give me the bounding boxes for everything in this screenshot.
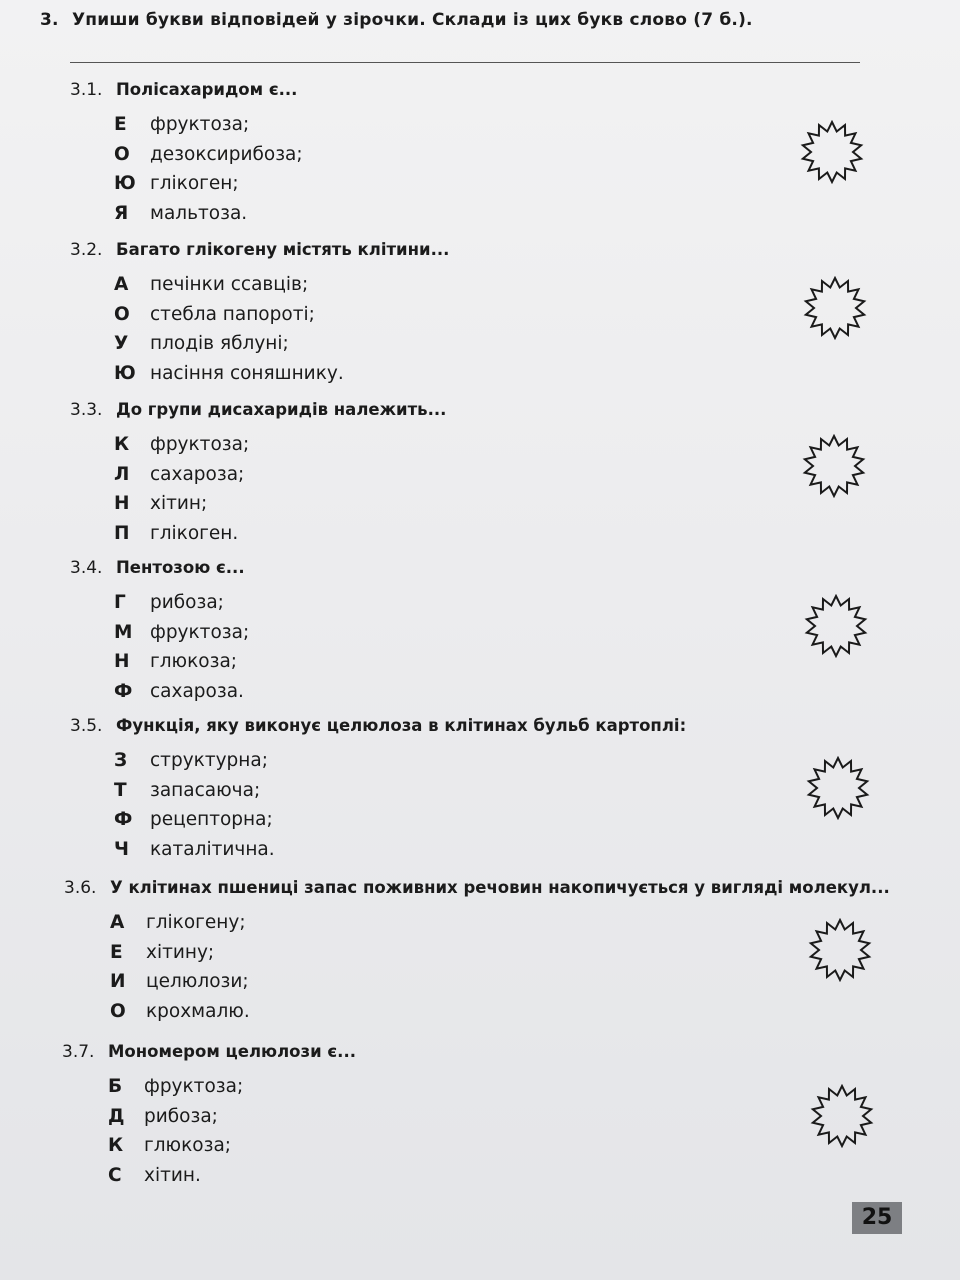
answer-star-icon[interactable]: [800, 120, 864, 184]
question-title: Багато глікогену містять клітини...: [116, 240, 450, 259]
option-letter: Н: [114, 493, 130, 514]
question-title: Мономером целюлози є...: [108, 1042, 356, 1061]
option-letter: А: [114, 274, 129, 295]
answer-option[interactable]: [114, 270, 890, 300]
answer-option[interactable]: [114, 677, 890, 707]
option-text: глікогену;: [146, 912, 246, 933]
answer-star-icon[interactable]: [808, 918, 872, 982]
option-letter: М: [114, 621, 133, 643]
question-3-1: [70, 80, 890, 228]
option-letter: А: [110, 912, 125, 933]
header-divider: [70, 62, 860, 63]
question-number: 3.5.: [70, 716, 103, 736]
answer-option[interactable]: [114, 359, 890, 389]
option-letter: Ю: [114, 173, 136, 194]
option-text: насіння соняшнику.: [150, 362, 344, 384]
option-text: печінки ссавців;: [150, 274, 309, 295]
option-letter: Я: [114, 202, 129, 224]
answer-option[interactable]: [110, 967, 884, 997]
option-letter: П: [114, 522, 130, 544]
answer-option[interactable]: [114, 588, 890, 618]
option-text: глікоген.: [150, 522, 239, 544]
answer-option[interactable]: [114, 329, 890, 359]
answer-option[interactable]: [114, 140, 890, 170]
question-number: 3.1.: [70, 80, 103, 100]
option-text: рецепторна;: [150, 809, 273, 830]
option-text: фруктоза;: [150, 434, 250, 455]
question-title: У клітинах пшениці запас поживних речовин накопичується у вигляді молекул...: [110, 878, 890, 897]
option-text: структурна;: [150, 750, 268, 771]
option-text: плодів яблуні;: [150, 333, 289, 354]
question-3-5: [70, 716, 890, 864]
option-text: глюкоза;: [150, 651, 238, 672]
answer-option[interactable]: [114, 169, 890, 199]
task-text: Упиши букви відповідей у зірочки. Склади із цих букв слово (7 б.).: [72, 10, 753, 30]
answer-option[interactable]: [114, 460, 890, 490]
question-title: Пентозою є...: [116, 558, 245, 577]
option-letter: Л: [114, 463, 130, 485]
option-letter: О: [114, 303, 130, 325]
page-number: 25: [852, 1202, 902, 1234]
option-text: хітин.: [144, 1164, 201, 1186]
option-letter: Ч: [114, 838, 129, 860]
answer-option[interactable]: [108, 1102, 882, 1132]
answer-option[interactable]: [114, 110, 890, 140]
question-number: 3.7.: [62, 1042, 95, 1062]
answer-option[interactable]: [114, 746, 890, 776]
option-letter: З: [114, 750, 128, 771]
option-text: хітину;: [146, 941, 215, 963]
question-3-4: [70, 558, 890, 706]
option-letter: Г: [114, 592, 126, 613]
answer-option[interactable]: [114, 835, 890, 865]
option-letter: У: [114, 333, 129, 354]
answer-option[interactable]: [114, 199, 890, 229]
option-letter: О: [110, 1000, 126, 1022]
option-letter: Т: [114, 779, 127, 801]
option-text: хітин;: [150, 493, 208, 514]
option-text: мальтоза.: [150, 202, 248, 224]
option-text: крохмалю.: [146, 1000, 250, 1022]
option-letter: К: [108, 1135, 124, 1156]
answer-option[interactable]: [110, 938, 884, 968]
answer-option[interactable]: [114, 300, 890, 330]
option-letter: Е: [114, 114, 127, 135]
option-letter: Б: [108, 1076, 123, 1097]
question-number: 3.3.: [70, 400, 103, 420]
answer-star-icon[interactable]: [802, 434, 866, 498]
option-text: каталітична.: [150, 838, 275, 860]
question-3-2: [70, 240, 890, 388]
option-text: фруктоза;: [150, 621, 250, 643]
question-3-3: [70, 400, 890, 548]
option-letter: Ф: [114, 680, 133, 702]
question-title: Функція, яку виконує целюлоза в клітинах бульб картоплі:: [116, 716, 687, 735]
option-text: глікоген;: [150, 173, 239, 194]
option-letter: С: [108, 1164, 122, 1186]
option-text: дезоксирибоза;: [150, 143, 303, 165]
question-title: До групи дисахаридів належить...: [116, 400, 447, 419]
answer-option[interactable]: [114, 776, 890, 806]
option-letter: О: [114, 143, 130, 165]
question-title: Полісахаридом є...: [116, 80, 298, 99]
option-text: стебла папороті;: [150, 303, 315, 325]
option-letter: Ю: [114, 362, 136, 384]
option-letter: Н: [114, 651, 130, 672]
answer-star-icon[interactable]: [804, 594, 868, 658]
answer-star-icon[interactable]: [803, 276, 867, 340]
task-number: 3.: [40, 10, 59, 30]
option-letter: Ф: [114, 809, 133, 830]
answer-option[interactable]: [110, 908, 884, 938]
answer-option[interactable]: [108, 1131, 882, 1161]
option-letter: И: [110, 971, 126, 992]
question-3-6: [64, 878, 890, 1026]
question-number: 3.6.: [64, 878, 97, 898]
task-instruction: [40, 10, 860, 30]
answer-star-icon[interactable]: [806, 756, 870, 820]
answer-option[interactable]: [108, 1161, 882, 1191]
option-letter: К: [114, 434, 130, 455]
option-text: рибоза;: [144, 1105, 218, 1127]
option-text: запасаюча;: [150, 779, 261, 801]
question-number: 3.4.: [70, 558, 103, 578]
answer-option[interactable]: [114, 489, 890, 519]
answer-option[interactable]: [114, 519, 890, 549]
answer-option[interactable]: [114, 430, 890, 460]
answer-option[interactable]: [110, 997, 884, 1027]
answer-star-icon[interactable]: [810, 1084, 874, 1148]
option-text: рибоза;: [150, 592, 224, 613]
answer-option[interactable]: [114, 618, 890, 648]
answer-option[interactable]: [108, 1072, 882, 1102]
option-letter: Д: [108, 1105, 125, 1127]
option-letter: Е: [110, 941, 123, 963]
answer-option[interactable]: [114, 647, 890, 677]
question-3-7: [62, 1042, 882, 1190]
question-number: 3.2.: [70, 240, 103, 260]
option-text: сахароза.: [150, 680, 244, 702]
answer-option[interactable]: [114, 805, 890, 835]
option-text: сахароза;: [150, 463, 245, 485]
option-text: глюкоза;: [144, 1135, 232, 1156]
option-text: целюлози;: [146, 971, 249, 992]
option-text: фруктоза;: [150, 114, 250, 135]
option-text: фруктоза;: [144, 1076, 244, 1097]
